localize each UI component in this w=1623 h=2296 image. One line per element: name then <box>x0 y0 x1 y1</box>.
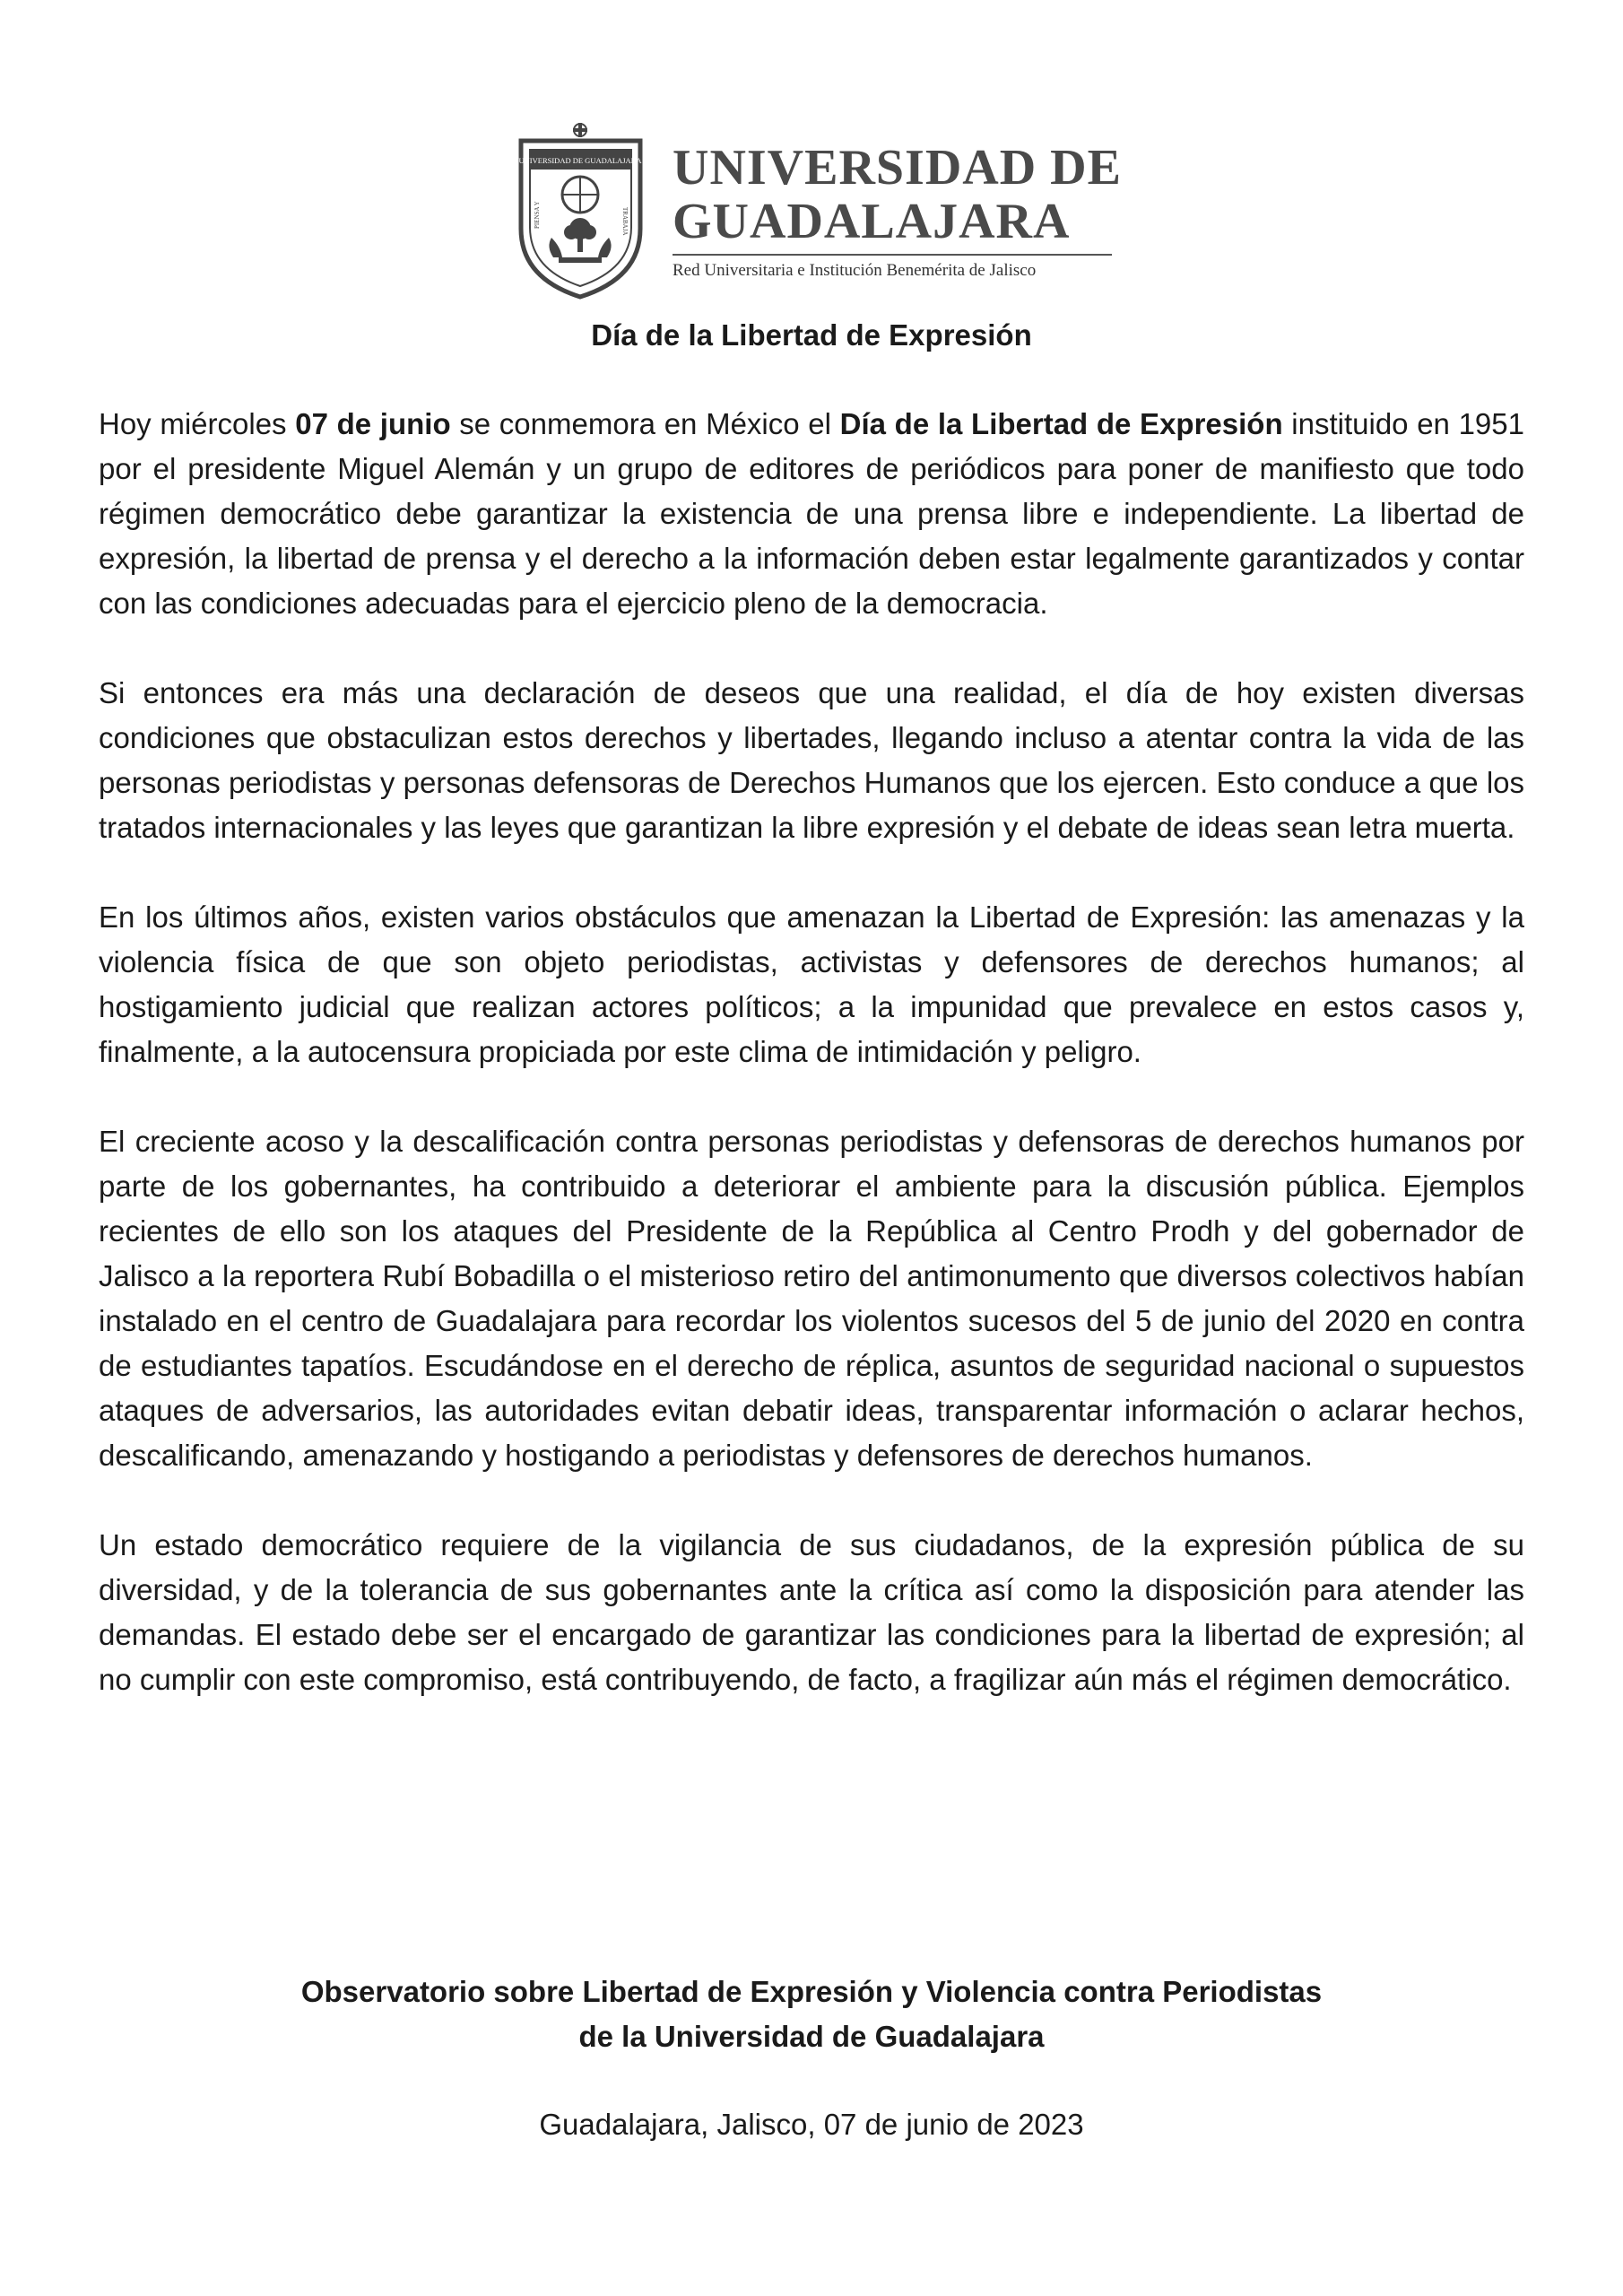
signature-line-1: Observatorio sobre Libertad de Expresión y Violencia contra Periodistas <box>300 1975 1323 2008</box>
place-and-date: Guadalajara, Jalisco, 07 de junio de 2023 <box>539 2108 1084 2141</box>
logo-divider <box>673 254 1112 256</box>
paragraph-1-text-a: Hoy miércoles <box>99 407 296 440</box>
university-seal-icon <box>516 121 646 300</box>
highlighted-date: 07 de junio <box>295 407 451 440</box>
paragraph-1 <box>99 402 1524 626</box>
paragraph-1-text-c: se conmemora en México el <box>450 407 840 440</box>
university-logo <box>516 121 1125 300</box>
university-name-line2: GUADALAJARA <box>673 194 1071 249</box>
university-subtitle: Red Universitaria e Institución Benemérita de Jalisco <box>673 261 1037 280</box>
paragraph-2: Si entonces era más una declaración de deseos que una realidad, el día de hoy existen diversas condiciones que obstaculizan estos derechos y libertades, llegando incluso a atentar contra la vida de las personas periodistas y personas defensoras de Derechos Humanos que los ejercen. Esto conduce a que los tratados internacionales y las leyes que garantizan la libre expresión y el debate de ideas sean letra muerta. <box>99 676 1524 844</box>
paragraph-4: El creciente acoso y la descalificación contra personas periodistas y defensoras de derechos humanos por parte de los gobernantes, ha contribuido a deteriorar el ambiente para la discusión pública. Ejemplos recientes de ello son los ataques del Presidente de la República al Centro Prodh y del gobernador de Jalisco a la reportera Rubí Bobadilla o el misterioso retiro del antimonumento que diversos colectivos habían instalado en el centro de Guadalajara para recordar los violentos sucesos del 5 de junio del 2020 en contra de estudiantes tapatíos. Escudándose en el derecho de réplica, asuntos de seguridad nacional o supuestos ataques de adversarios, las autoridades evitan debatir ideas, transparentar información o aclarar hechos, descalificando, amenazando y hostigando a periodistas y defensores de derechos humanos. <box>99 1125 1524 1472</box>
paragraph-3: En los últimos años, existen varios obstáculos que amenazan la Libertad de Expresión: las amenazas y la violencia física de que son objeto periodistas, activistas y defensores de derechos humanos; al hostigamiento judicial que realizan actores políticos; a la impunidad que prevalece en estos casos y, finalmente, a la autocensura propiciada por este clima de intimidación y peligro. <box>99 900 1524 1068</box>
seal-text: UNIVERSIDAD DE GUADALAJARA <box>518 156 642 165</box>
signature-line-2: de la Universidad de Guadalajara <box>578 2020 1045 2053</box>
university-name-line1: UNIVERSIDAD DE <box>673 140 1122 196</box>
paragraph-5: Un estado democrático requiere de la vigilancia de sus ciudadanos, de la expresión pública de su diversidad, y de la tolerancia de sus gobernantes ante la crítica así como la disposición para atender las demandas. El estado debe ser el encargado de garantizar las condiciones para la libertad de expresión; al no cumplir con este compromiso, está contribuyendo, de facto, a fragilizar aún más el régimen democrático. <box>99 1528 1524 1696</box>
paragraph-1-text-e: instituido en 1951 por el presidente Miguel Alemán y un grupo de editores de periódicos para poner de manifiesto que todo régimen democrático debe garantizar la existencia de una prensa libre e independiente. La libertad de expresión, la libertad de prensa y el derecho a la información deben estar legalmente garantizados y contar con las condiciones adecuadas para el ejercicio pleno de la democracia. <box>99 407 1524 620</box>
seal-left-text: PIENSA Y <box>534 201 541 229</box>
document-body <box>99 402 1524 1747</box>
signature-block <box>0 1970 1623 2059</box>
highlighted-day-name: Día de la Libertad de Expresión <box>839 407 1283 440</box>
seal-right-text: TRABAJA <box>621 207 629 236</box>
university-name <box>673 141 1122 248</box>
document-title: Día de la Libertad de Expresión <box>591 318 1032 352</box>
